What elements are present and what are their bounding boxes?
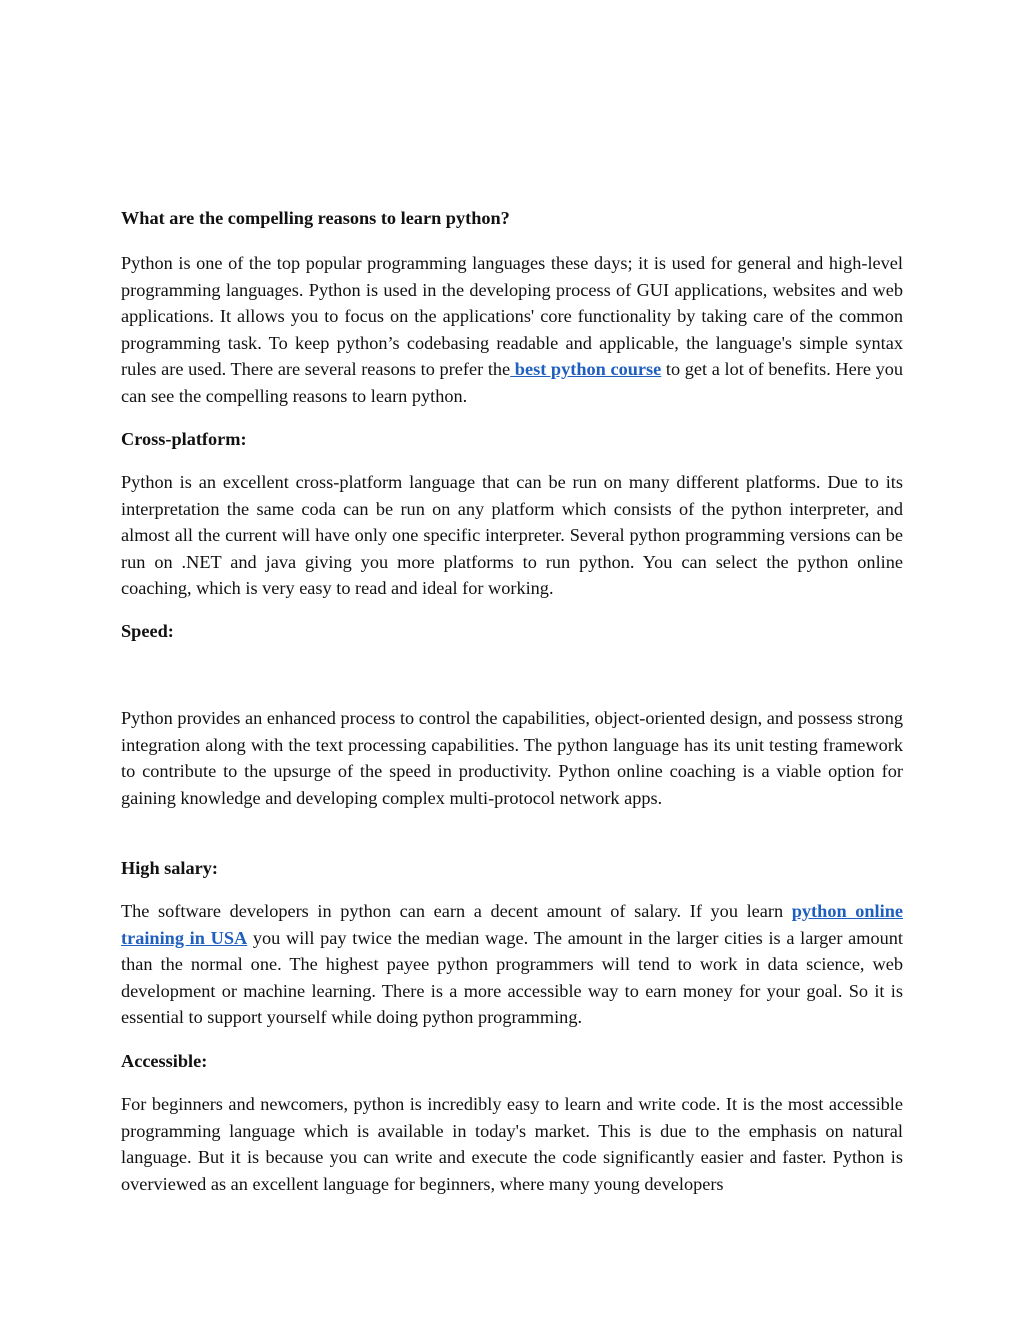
high-salary-heading: High salary: <box>121 858 218 878</box>
speed-paragraph: Python provides an enhanced process to control the capabilities, object-oriented design, and possess strong integration along with the text processing capabilities. The python language has its unit testing framework to contribute to the upsurge of the speed in productivity. Python online coaching is a viable option for gaining knowledge and developing complex multi-protocol network apps. <box>121 708 903 808</box>
intro-paragraph <box>121 250 903 409</box>
intro-text-after-link: to get a lot of benefits. Here you can see the compelling reasons to learn python. <box>121 359 903 406</box>
speed-heading: Speed: <box>121 621 174 641</box>
page-title: What are the compelling reasons to learn python? <box>121 208 510 228</box>
accessible-paragraph: For beginners and newcomers, python is incredibly easy to learn and write code. It is the most accessible programming language which is available in today's market. This is due to the emphasis on natural language. But it is because you can write and execute the code significantly easier and faster. Python is overviewed as an excellent language for beginners, where many young developers <box>121 1094 903 1194</box>
accessible-heading: Accessible: <box>121 1051 208 1071</box>
best-python-course-link[interactable]: best python course <box>510 359 662 379</box>
python-online-training-usa-link[interactable]: python online training in USA <box>121 901 903 948</box>
high-salary-paragraph <box>121 898 903 1031</box>
high-salary-text-after-link: you will pay twice the median wage. The amount in the larger cities is a larger amount than the normal one. The highest payee python programmers will tend to work in data science, web development or machine learning. There is a more accessible way to earn money for your goal. So it is essential to support yourself while doing python programming. <box>121 927 903 1027</box>
cross-platform-paragraph: Python is an excellent cross-platform language that can be run on many different platforms. Due to its interpretation the same coda can be run on any platform which consists of the python interpreter, and almost all the current will have only one specific interpreter. Several python programming versions can be run on .NET and java giving you more platforms to run python. You can select the python online coaching, which is very easy to read and ideal for working. <box>121 472 903 598</box>
cross-platform-heading: Cross-platform: <box>121 429 247 449</box>
intro-text-before-link: Python is one of the top popular programming languages these days; it is used for general and high-level programming languages. Python is used in the developing process of GUI applications, websites and web applications. It allows you to focus on the applications' core functionality by taking care of the common programming task. To keep python’s codebasing readable and applicable, the language's simple syntax rules are used. There are several reasons to prefer the <box>121 253 903 379</box>
high-salary-text-before-link: The software developers in python can earn a decent amount of salary. If you learn <box>121 901 792 921</box>
